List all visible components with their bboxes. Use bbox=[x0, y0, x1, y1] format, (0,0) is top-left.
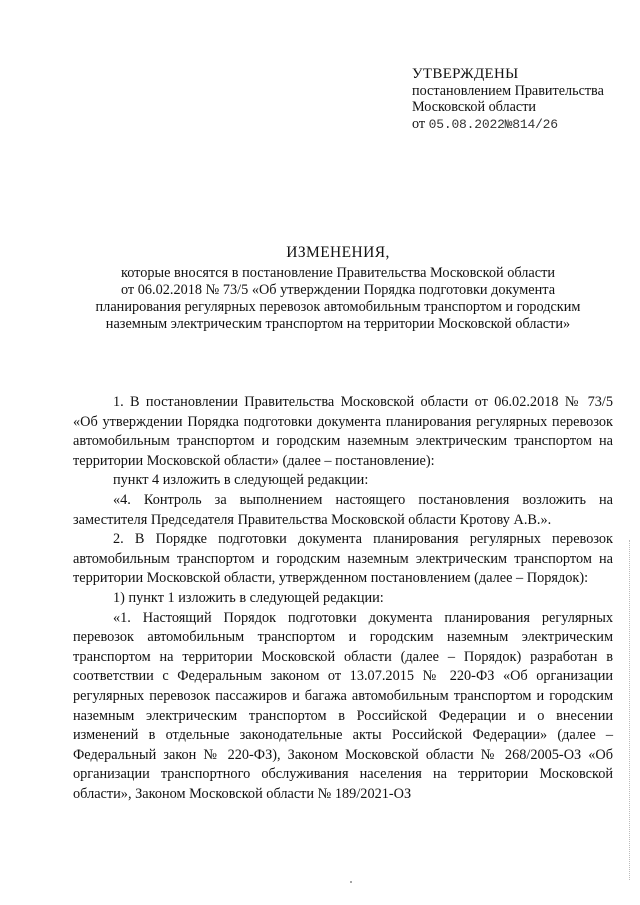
subtitle-line: которые вносятся в постановление Правительства Московской области bbox=[121, 265, 555, 281]
paragraph-2: пункт 4 изложить в следующей редакции: bbox=[113, 472, 369, 489]
approved-date: 05.08.2022 bbox=[428, 116, 505, 132]
approval-stamp bbox=[412, 66, 632, 133]
document-body bbox=[73, 393, 613, 804]
subtitle-line: от 06.02.2018 № 73/5 «Об утверждении Порядка подготовки документа bbox=[120, 282, 556, 298]
approved-heading: УТВЕРЖДЕНЫ bbox=[412, 66, 519, 82]
approved-line-1: постановлением Правительства bbox=[412, 82, 604, 99]
approved-number: №814/26 bbox=[504, 116, 558, 132]
date-prefix: от bbox=[412, 115, 426, 132]
scan-speck bbox=[350, 881, 352, 883]
approved-date-line bbox=[412, 116, 632, 134]
document-title: ИЗМЕНЕНИЯ, bbox=[286, 244, 390, 261]
paragraph-1: 1. В постановлении Правительства Московской области от 06.02.2018 № 73/5 «Об утверждении Порядка подготовки документа планирования регулярных перевозок автомобильным транспортом и городским наземным электрическим транспортом на территории Московской области» (далее – постановление): bbox=[73, 394, 613, 469]
approved-line-2: Московской области bbox=[412, 99, 537, 115]
paragraph-3: «4. Контроль за выполнением настоящего постановления возложить на заместителя Председателя Правительства Московской области Кротову А.В.». bbox=[73, 491, 613, 528]
paragraph-6: «1. Настоящий Порядок подготовки документа планирования регулярных перевозок автомобильным транспортом и городским наземным электрическим транспортом на территории Московской области (далее – Порядок) разработан в соответствии с Федеральным законом от 13.07.2015 № 220-ФЗ «Об организации регулярных перевозок пассажиров и багажа автомобильным транспортом и городским наземным электрическим транспортом в Российской Федерации и о внесении изменений в отдельные законодательные акты Российской Федерации» (далее – Федеральный закон № 220-ФЗ), Законом Московской области № 268/2005-ОЗ «Об организации транспортного обслуживания населения на территории Московской области», Законом Московской области № 189/2021-ОЗ bbox=[73, 609, 613, 802]
scan-margin-mark bbox=[629, 540, 632, 880]
paragraph-5: 1) пункт 1 изложить в следующей редакции: bbox=[113, 589, 384, 606]
paragraph-4: 2. В Порядке подготовки документа планирования регулярных перевозок автомобильным транспортом и городским наземным электрическим транспортом на территории Московской области, утвержденном постановлением (далее – Порядок): bbox=[73, 531, 613, 587]
subtitle-line: наземным электрическим транспортом на территории Московской области» bbox=[105, 316, 571, 332]
subtitle-line: планирования регулярных перевозок автомобильным транспортом и городским bbox=[95, 299, 581, 315]
document-subtitle bbox=[58, 265, 618, 333]
